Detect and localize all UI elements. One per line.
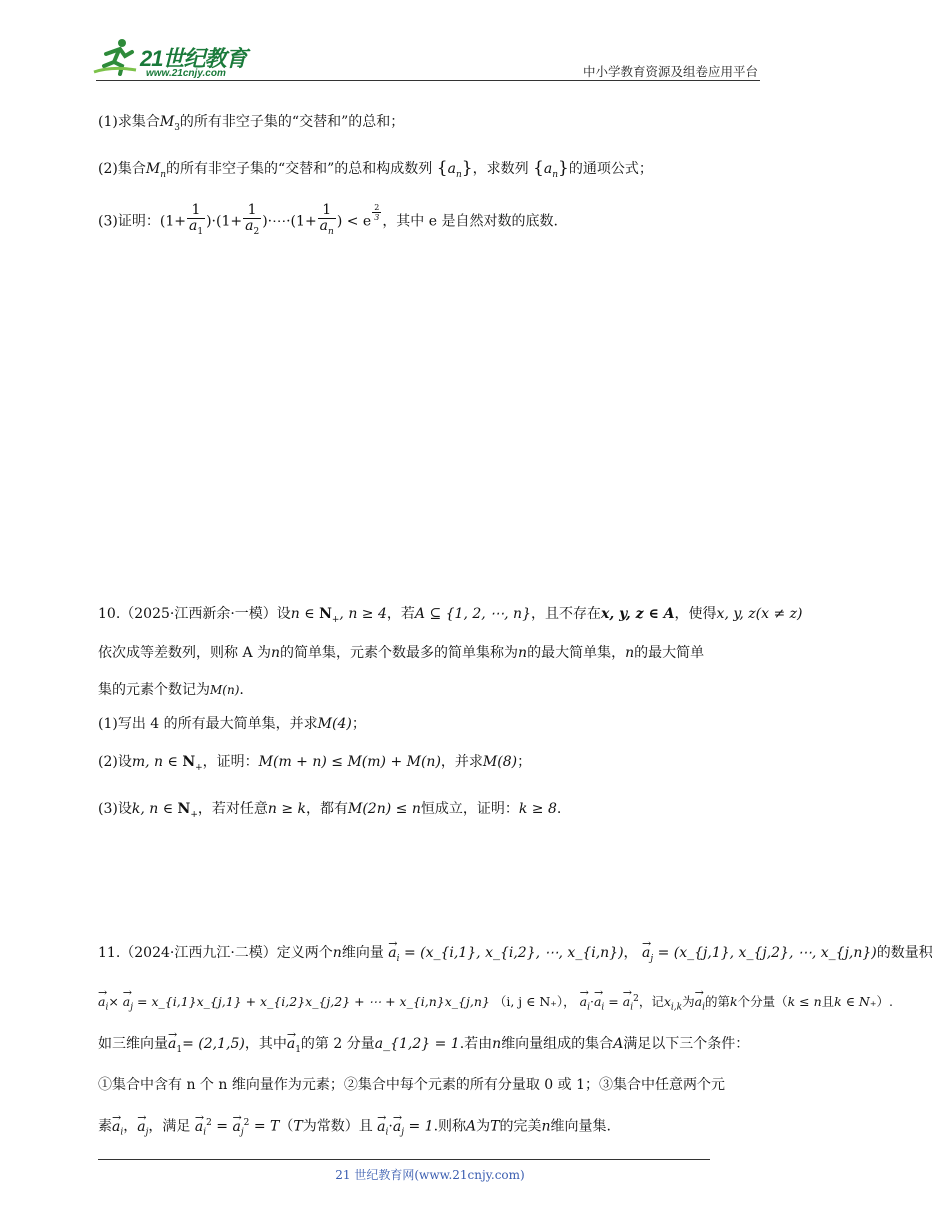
q11-stem-line4: ①集合中含有 n 个 n 维向量作为元素；②集合中每个元素的所有分量取 0 或 1；③集合中任意两个元 [98,1077,725,1093]
q11-stem-line3: 如三维向量→ $a_1= (2,1,5)$，其中→ $a_1$的第 2 分量a_{1,2} = 1.若由n维向量组成的集合A满足以下三个条件： [98,1034,749,1060]
q9-part3: (3)证明：(1+ $\frac{1}{a_1}$ )·(1+ $\frac{1}{a_2}$ )·⋯·(1+ $\frac{1}{a_n}$ ) < e $^{\frac{2}{3}}$ ，其中 e 是自然对数的底数. [98,202,558,237]
q9-part1: (1)求集合$M_3$的所有非空子集的“交替和”的总和； [98,114,405,133]
logo-text: 21世纪教育 [140,46,247,71]
q11-stem-line5: 素→ $a_i$，→ $a_j$，满足 → $a_i^2$ = → $a_j^2 = T(T$为常数）且 → $a_i\cdot\to a_j = 1$.则称A为T的完美n维向量集. [98,1113,611,1142]
q10-stem-line1: 10.（2025·江西新余·一模）设n ∈ $N_+$, n ≥ 4，若A ⊆ {1, 2, ⋯, n}，且不存在x, y, z ∈ A，使得x, y, z(x ≠ z) [98,606,803,625]
q10-part1: (1)写出 4 的所有最大简单集，并求M(4)； [98,716,366,732]
q10-part2: (2)设m, n ∈ $N_+$，证明：M(m + n) ≤ M(m) + M(n)，并求M(8)； [98,754,532,773]
q10-stem-line3: 集的元素个数记为M(n). [98,682,244,698]
q11-stem-line1: 11.（2024·江西九江·二模）定义两个n维向量 → $a_i$ = (x_{i,1}, x_{i,2}, ⋯, x_{i,n})， → $a_j$ = (x_{j,1}, x_{j,2}, ⋯, x_{j,n})的数量积 [98,943,933,969]
q11-stem-line2: → $a_i\times \to a_j$ = x_{i,1}x_{j,1} + x_{i,2}x_{j,2} + ⋯ + x_{i,n}x_{j,n} （i, j ∈ N₊）， → $a_i\cdot\to a_i$ = → $a_i^2$，记$x_{i,k}$为→ $a_i$的第k个分量（k ≤ n且k ∈ N₊）. [98,989,893,1018]
q9-part2: (2)集合$M_n$的所有非空子集的“交替和”的总和构成数列 $\{a_n\}$，求数列 $\{a_n\}$的通项公式； [98,158,653,180]
footer-divider [98,1159,710,1160]
footer-link[interactable]: 21 世纪教育网(www.21cnjy.com) [335,1168,525,1182]
site-logo [92,36,262,78]
page-header [88,30,760,80]
site-title: 中小学教育资源及组卷应用平台 [582,64,758,79]
q10-part3: (3)设k, n ∈ $N_+$，若对任意n ≥ k，都有M(2n) ≤ n恒成立，证明：k ≥ 8. [98,801,562,820]
runner-logo-icon [92,36,138,76]
logo-url: www.21cnjy.com [146,68,226,79]
q10-stem-line2: 依次成等差数列，则称 A 为n的简单集，元素个数最多的简单集称为n的最大简单集，n的最大简单 [98,645,705,661]
header-divider [96,80,760,81]
